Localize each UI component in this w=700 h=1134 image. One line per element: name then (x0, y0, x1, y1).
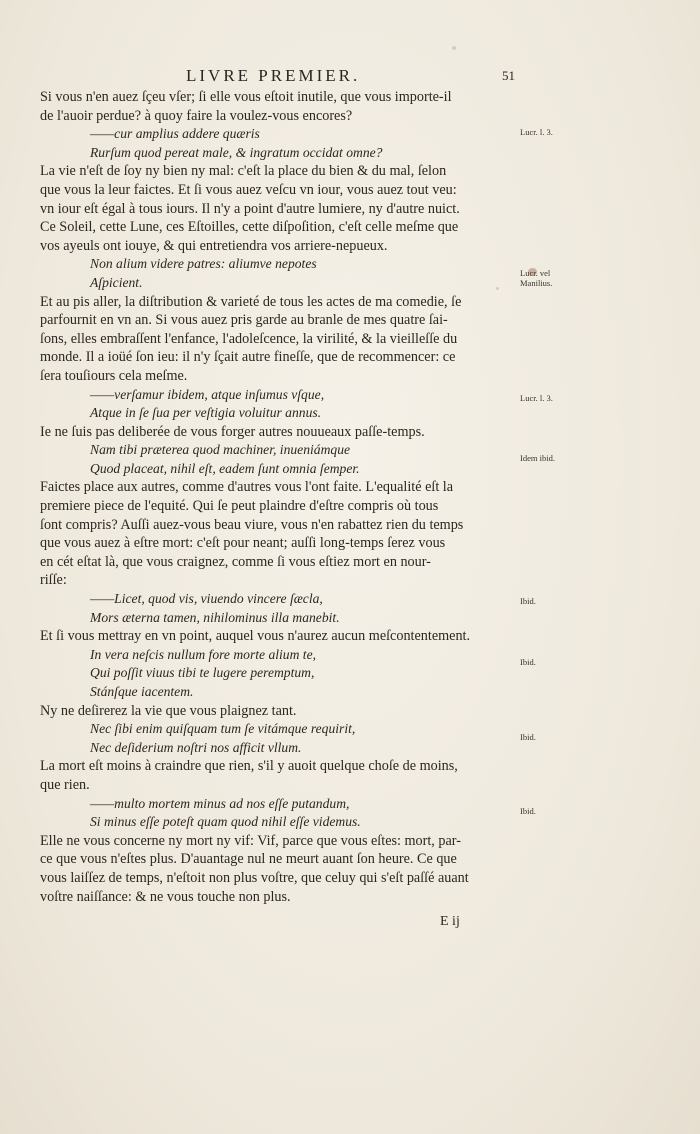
text-line: Faictes place aux autres, comme d'autres vous l'ont faite. L'equalité eſt la (40, 479, 454, 496)
verse-line: In vera neſcis nullum fore morte alium te, (90, 646, 317, 662)
text-line: vous laiſſez de temps, n'eſtoit non plus voſtre, que celuy qui s'eſt paſſé auant (40, 869, 469, 886)
text-line: vos ayeuls ont iouye, & qui entretiendra vos arriere-nepueux. (40, 237, 388, 254)
text-line: Ce Soleil, cette Lune, ces Eſtoilles, cette diſpoſition, c'eſt celle meſme que (40, 219, 459, 236)
text-line: Et au pis aller, la diſtribution & varieté de tous les actes de ma comedie, ſe (40, 293, 462, 310)
verse-line: ——Licet, quod vis, viuendo vincere ſæcla, (90, 591, 323, 607)
verse-line: Non alium videre patres: aliumve nepotes (90, 256, 317, 272)
margin-note: Lucr. vel Manilius. (520, 268, 553, 288)
margin-note: Idem ibid. (520, 453, 555, 463)
text-line: Elle ne vous concerne ny mort ny vif: Vif, parce que vous eſtes: mort, par- (40, 832, 461, 849)
margin-note: Lucr. l. 3. (520, 393, 553, 403)
signature-mark: E ij (440, 914, 460, 929)
text-line: La mort eſt moins à craindre que rien, s'il y auoit quelque choſe de moins, (40, 758, 458, 775)
verse-line: Si minus eſſe poteſt quam quod nihil eſſe videmus. (90, 814, 361, 830)
text-line: ſons, elles embraſſent l'enfance, l'adoleſcence, la virilité, & la vieilleſſe du (40, 330, 458, 347)
verse-line: Mors æterna tamen, nihilominus illa manebit. (90, 609, 340, 625)
text-line: Si vous n'en auez ſçeu vſer; ſi elle vous eſtoit inutile, que vous importe-il (40, 89, 452, 105)
text-line: monde. Il a ioüé ſon ieu: il n'y ſçait autre fineſſe, que de recommencer: ce (40, 349, 456, 366)
verse-line: ——multo mortem minus ad nos eſſe putandum, (90, 795, 350, 811)
verse-line: ——cur amplius addere quæris (90, 126, 260, 142)
paper-spot (452, 46, 456, 50)
verse-line: Nec deſiderium noſtri nos afficit vllum. (90, 739, 302, 755)
text-line: riſſe: (40, 572, 67, 589)
text-line: ſera touſiours cela meſme. (40, 367, 188, 384)
verse-line: Aſpicient. (90, 274, 143, 290)
verse-line: ——verſamur ibidem, atque inſumus vſque, (90, 386, 325, 402)
text-line: Ie ne ſuis pas deliberée de vous forger autres nouueaux paſſe-temps. (40, 423, 425, 440)
verse-line: Nec ſibi enim quiſquam tum ſe vitámque requirit, (90, 721, 356, 737)
text-line: Ny ne deſirerez la vie que vous plaignez tant. (40, 702, 297, 719)
text-line: ſont compris? Auſſi auez-vous beau viure, vous n'en rabattez rien du temps (40, 516, 464, 533)
text-line: ce que vous n'eſtes plus. D'auantage nul ne meurt auant ſon heure. Ce que (40, 851, 457, 868)
text-line: que vous la leur faictes. Et ſi vous auez veſcu vn iour, vous auez tout veu: (40, 181, 457, 198)
main-text (40, 88, 518, 906)
text-line: voſtre naiſſance: & ne vous touche non plus. (40, 888, 291, 905)
margin-note: Ibid. (520, 657, 536, 667)
text-line: parfournit en vn an. Si vous auez pris garde au branle de mes quatre ſai- (40, 312, 448, 329)
margin-note: Ibid. (520, 596, 536, 606)
page-number: 51 (502, 68, 515, 83)
verse-line: Nam tibi præterea quod machiner, inueniámque (90, 442, 351, 458)
running-title: LIVRE PREMIER. (186, 66, 361, 85)
text-line: La vie n'eſt de ſoy ny bien ny mal: c'eſt la place du bien & du mal, ſelon (40, 163, 447, 180)
text-line: de l'auoir perdue? à quoy faire la voulez-vous encores? (40, 107, 353, 124)
margin-note: Ibid. (520, 806, 536, 816)
text-line: en cét eſtat là, que vous craignez, comme ſi vous eſtiez mort en nour- (40, 553, 431, 570)
text-line: que vous auez à eſtre mort: c'eſt pour neant; auſſi long-temps ſerez vous (40, 535, 446, 552)
verse-line: Qui poſſit viuus tibi te lugere peremptum, (90, 665, 315, 681)
margin-note: Lucr. l. 3. (520, 127, 553, 137)
paper-spot (496, 287, 499, 290)
paper-spot (528, 268, 537, 276)
running-head (0, 66, 700, 88)
verse-line: Stánſque iacentem. (90, 684, 194, 699)
text-line: que rien. (40, 776, 90, 793)
text-line: Et ſi vous mettray en vn point, auquel vous n'aurez aucun meſcontentement. (40, 628, 471, 645)
text-line: vn iour eſt égal à tous iours. Il n'y a point d'autre lumiere, ny d'autre nuict. (40, 200, 460, 217)
verse-line: Quod placeat, nihil eſt, eadem ſunt omnia ſemper. (90, 460, 360, 476)
text-line: premiere piece de l'equité. Qui ſe peut plaindre d'eſtre compris où tous (40, 498, 439, 515)
margin-note: Ibid. (520, 732, 536, 742)
verse-line: Rurſum quod pereat male, & ingratum occidat omne? (90, 144, 383, 160)
verse-line: Atque in ſe ſua per veſtigia voluitur annus. (90, 405, 322, 421)
